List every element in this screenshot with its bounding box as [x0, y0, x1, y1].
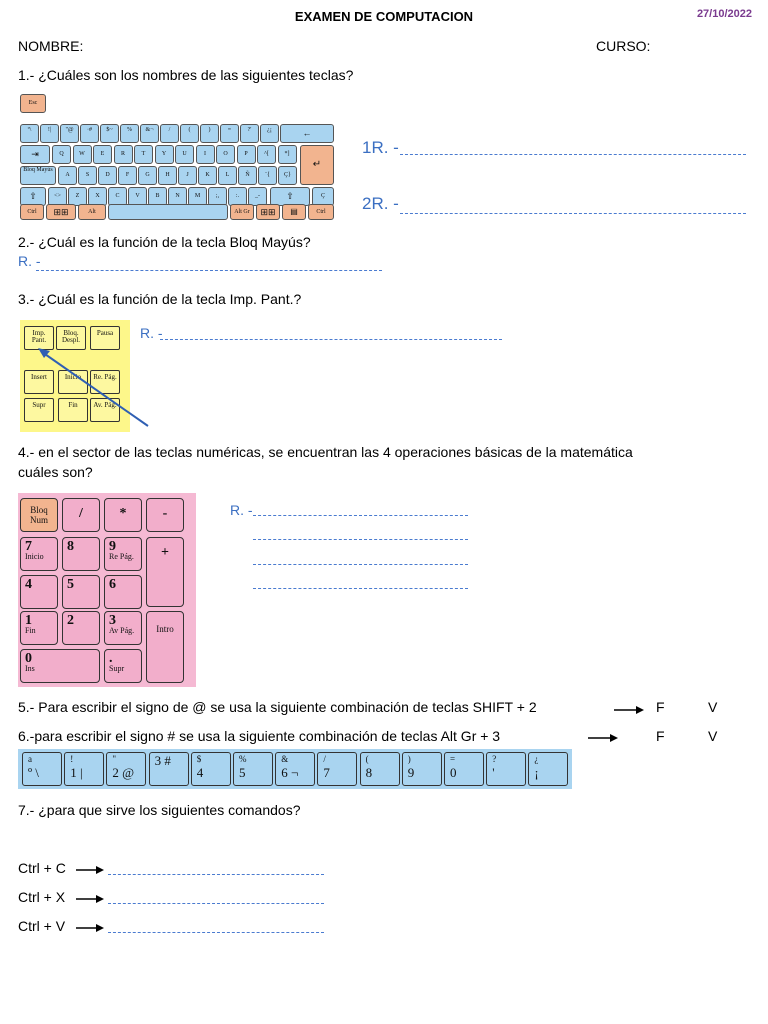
- key-top-symbol: /: [323, 754, 326, 764]
- question-5: 5.- Para escribir el signo de @ se usa la siguiente combinación de teclas SHIFT + 2: [18, 699, 537, 715]
- keyboard-key: P: [237, 145, 256, 164]
- arrow-right-icon: [76, 865, 106, 875]
- key-1-main: 1: [25, 613, 32, 628]
- keyboard-key: <>: [48, 187, 67, 206]
- question-3: 3.- ¿Cuál es la función de la tecla Imp. Pant.?: [18, 291, 302, 307]
- key-bottom-symbol: 1 |: [70, 765, 83, 780]
- keyboard-key: L: [218, 166, 237, 185]
- minus-key: -: [146, 498, 184, 532]
- q5-true-option[interactable]: V: [708, 699, 718, 715]
- key-0-main: 0: [25, 651, 32, 666]
- number-row-keys-image: [18, 749, 572, 789]
- keyboard-key: W: [73, 145, 92, 164]
- keyboard-key: $~: [100, 124, 119, 143]
- question-4-line-1: 4.- en el sector de las teclas numéricas, se encuentran las 4 operaciones básicas de la matemática: [18, 444, 633, 460]
- keyboard-key: U: [175, 145, 194, 164]
- key-1-sub: Fin: [25, 626, 36, 635]
- keyboard-key: _-: [248, 187, 267, 206]
- key-bottom-symbol: 4: [196, 765, 204, 780]
- keyboard-key: C: [108, 187, 127, 206]
- number-row-key: [106, 752, 146, 786]
- keyboard-key: ;,: [208, 187, 227, 206]
- key-top-symbol: ¿: [534, 754, 539, 764]
- key-4-main: 4: [25, 577, 32, 592]
- keyboard-key: G: [138, 166, 157, 185]
- key-1: [20, 611, 58, 645]
- number-row-key: [528, 752, 568, 786]
- keyboard-key: K: [198, 166, 217, 185]
- key-6-main: 6: [109, 577, 116, 592]
- number-row-key: [486, 752, 526, 786]
- pointer-arrow-icon: [20, 320, 130, 432]
- number-row-key: [275, 752, 315, 786]
- nav-key: Supr: [24, 398, 54, 422]
- keyboard-key: º\: [20, 124, 39, 143]
- keyboard-key: E: [93, 145, 112, 164]
- key-top-symbol: $: [196, 754, 202, 764]
- keyboard-key: Y: [155, 145, 174, 164]
- command-answer-line[interactable]: [108, 874, 324, 875]
- key-7: [20, 537, 58, 571]
- key-9: [104, 537, 142, 571]
- keyboard-key: ?': [240, 124, 259, 143]
- key-3: [104, 611, 142, 645]
- keyboard-key: Ç: [312, 187, 334, 206]
- keyboard-key: M: [188, 187, 207, 206]
- number-row-key: [64, 752, 104, 786]
- key-bottom-symbol: ': [492, 765, 495, 780]
- answer-q4-line-2[interactable]: [253, 539, 468, 540]
- nav-key: Imp. Pant.: [24, 326, 54, 350]
- command-answer-line[interactable]: [108, 903, 324, 904]
- answer-1-line[interactable]: [400, 154, 746, 155]
- keyboard-key: B: [148, 187, 167, 206]
- key-8: [62, 537, 100, 571]
- command-label: Ctrl + X: [18, 889, 66, 905]
- key-2: [62, 611, 100, 645]
- answer-2-line[interactable]: [400, 213, 746, 214]
- key-9-sub: Re Pág.: [109, 552, 134, 561]
- answer-q2-label: R. -: [18, 253, 41, 269]
- keyboard-image: [20, 124, 334, 220]
- question-2: 2.- ¿Cuál es la función de la tecla Bloq Mayús?: [18, 234, 311, 250]
- keyboard-key: ·#: [80, 124, 99, 143]
- keyboard-key: /: [160, 124, 179, 143]
- key-bottom-symbol: 0: [450, 765, 457, 780]
- key-0-sub: Ins: [25, 664, 35, 673]
- key-5: [62, 575, 100, 609]
- key-bottom-symbol: 7: [323, 765, 330, 780]
- keyboard-key: S: [78, 166, 97, 185]
- command-answer-line[interactable]: [108, 932, 324, 933]
- backspace-key: ←: [280, 124, 334, 143]
- answer-q3-line[interactable]: [160, 339, 502, 340]
- keyboard-key: V: [128, 187, 147, 206]
- divide-key: /: [62, 498, 100, 532]
- q6-false-option[interactable]: F: [656, 728, 665, 744]
- bloq-num-key: Bloq Num: [20, 498, 58, 532]
- question-1: 1.- ¿Cuáles son los nombres de las siguientes teclas?: [18, 67, 354, 83]
- shift-key: ⇧: [270, 187, 310, 206]
- ctrl-key: Ctrl: [20, 204, 44, 220]
- question-4-line-2: cuáles son?: [18, 464, 93, 480]
- key-top-symbol: (: [365, 754, 369, 764]
- key-7-sub: Inicio: [25, 552, 44, 561]
- keyboard-key: (: [180, 124, 199, 143]
- nav-key: Bloq. Despl.: [56, 326, 86, 350]
- name-label: NOMBRE:: [18, 38, 84, 54]
- arrow-right-icon: [76, 923, 106, 933]
- keyboard-key: %: [120, 124, 139, 143]
- key-4: [20, 575, 58, 609]
- ctrl-key: Ctrl: [308, 204, 334, 220]
- keyboard-key: "@: [60, 124, 79, 143]
- keyboard-key: Q: [52, 145, 71, 164]
- windows-key: ⊞⊞: [46, 204, 76, 220]
- answer-q3-label: R. -: [140, 325, 163, 341]
- arrow-right-icon: [588, 733, 618, 743]
- keyboard-key: ¿¡: [260, 124, 279, 143]
- page-title: EXAMEN DE COMPUTACION: [294, 9, 474, 24]
- print-screen-keys-image: [20, 320, 130, 432]
- tab-key: ⇥: [20, 145, 50, 164]
- key-9-main: 9: [109, 539, 116, 554]
- caps-lock-key: Bloq Mayús: [20, 166, 56, 185]
- key-bottom-symbol: º \: [28, 765, 39, 780]
- key-dot: [104, 649, 142, 683]
- number-row-key: [360, 752, 400, 786]
- number-row-key: [444, 752, 484, 786]
- key-0: [20, 649, 100, 683]
- numeric-keypad-image: [18, 493, 196, 687]
- key-top-symbol: ?: [492, 754, 497, 764]
- answer-q4-line-4[interactable]: [253, 588, 468, 589]
- number-row-key: [149, 752, 189, 786]
- nav-key: Fin: [58, 398, 88, 422]
- keyboard-key: :.: [228, 187, 247, 206]
- key-8-main: 8: [67, 539, 74, 554]
- intro-key: Intro: [146, 611, 184, 683]
- shift-key: ⇧: [20, 187, 46, 206]
- enter-key: ↵: [300, 145, 334, 185]
- key-bottom-symbol: 2 @: [112, 765, 135, 780]
- key-3-sub: Av Pág.: [109, 626, 135, 635]
- keyboard-key: I: [196, 145, 215, 164]
- question-6: 6.-para escribir el signo # se usa la siguiente combinación de teclas Alt Gr + 3: [18, 728, 501, 744]
- command-label: Ctrl + V: [18, 918, 66, 934]
- keyboard-key: Z: [68, 187, 87, 206]
- key-top-symbol: a: [28, 754, 32, 764]
- arrow-right-icon: [76, 894, 106, 904]
- keyboard-key: ): [200, 124, 219, 143]
- nav-key: Inicio: [58, 370, 88, 394]
- nav-key: Av. Pág.: [90, 398, 120, 422]
- key-2-main: 2: [67, 613, 74, 628]
- keyboard-key: R: [114, 145, 133, 164]
- number-row-key: [233, 752, 273, 786]
- nav-key: Re. Pág.: [90, 370, 120, 394]
- key-bottom-symbol: ¡: [534, 765, 539, 780]
- key-7-main: 7: [25, 539, 32, 554]
- answer-q4-label: R. -: [230, 502, 253, 518]
- key-top-symbol: &: [281, 754, 289, 764]
- answer-q4-line-1[interactable]: [253, 515, 468, 516]
- alt-key: Alt: [78, 204, 106, 220]
- key-top-symbol: !: [70, 754, 74, 764]
- key-bottom-symbol: 3 #: [154, 753, 171, 768]
- keyboard-key: A: [58, 166, 77, 185]
- answer-1-label: 1R. -: [362, 138, 399, 157]
- answer-2-label: 2R. -: [362, 194, 399, 213]
- keyboard-key: X: [88, 187, 107, 206]
- number-row-key: [22, 752, 62, 786]
- keyboard-key: ^[: [257, 145, 276, 164]
- key-bottom-symbol: 8: [365, 765, 373, 780]
- question-7: 7.- ¿para que sirve los siguientes comandos?: [18, 802, 301, 818]
- key-bottom-symbol: 5: [239, 765, 246, 780]
- windows-key: ⊞⊞: [256, 204, 280, 220]
- esc-key: Esc: [20, 94, 46, 113]
- key-top-symbol: =: [450, 754, 456, 764]
- space-key: [108, 204, 228, 220]
- answer-q2-line[interactable]: [36, 270, 382, 271]
- keyboard-key: J: [178, 166, 197, 185]
- keyboard-key: T: [134, 145, 153, 164]
- keyboard-key: F: [118, 166, 137, 185]
- keyboard-key: Ñ: [238, 166, 257, 185]
- key-bottom-symbol: 9: [407, 765, 415, 780]
- keyboard-key: H: [158, 166, 177, 185]
- number-row-key: [191, 752, 231, 786]
- menu-key: ▤: [282, 204, 306, 220]
- key-6: [104, 575, 142, 609]
- keyboard-key: &¬: [140, 124, 159, 143]
- key-bottom-symbol: 6 ¬: [281, 765, 299, 780]
- exam-date: 27/10/2022: [696, 8, 752, 20]
- number-row-key: [402, 752, 442, 786]
- key-3-main: 3: [109, 613, 116, 628]
- key-top-symbol: ": [112, 754, 117, 764]
- q5-false-option[interactable]: F: [656, 699, 665, 715]
- keyboard-key: !|: [40, 124, 59, 143]
- plus-key: +: [146, 537, 184, 607]
- keyboard-key: ¨{: [258, 166, 277, 185]
- keyboard-key: *]: [278, 145, 297, 164]
- key-top-symbol: ): [407, 754, 411, 764]
- nav-key: Pausa: [90, 326, 120, 350]
- keyboard-key: Ç}: [278, 166, 297, 185]
- command-label: Ctrl + C: [18, 860, 66, 876]
- keyboard-key: =: [220, 124, 239, 143]
- keyboard-key: D: [98, 166, 117, 185]
- alt-gr-key: Alt Gr: [230, 204, 254, 220]
- answer-q4-line-3[interactable]: [253, 564, 468, 565]
- key-top-symbol: %: [239, 754, 247, 764]
- number-row-key: [317, 752, 357, 786]
- multiply-key: *: [104, 498, 142, 532]
- course-label: CURSO:: [596, 38, 651, 54]
- key-5-main: 5: [67, 577, 74, 592]
- q6-true-option[interactable]: V: [708, 728, 718, 744]
- keyboard-key: O: [216, 145, 235, 164]
- key-dot-main: .: [109, 651, 113, 666]
- keyboard-key: N: [168, 187, 187, 206]
- key-dot-sub: Supr: [109, 664, 125, 673]
- nav-key: Insert: [24, 370, 54, 394]
- arrow-right-icon: [614, 705, 644, 715]
